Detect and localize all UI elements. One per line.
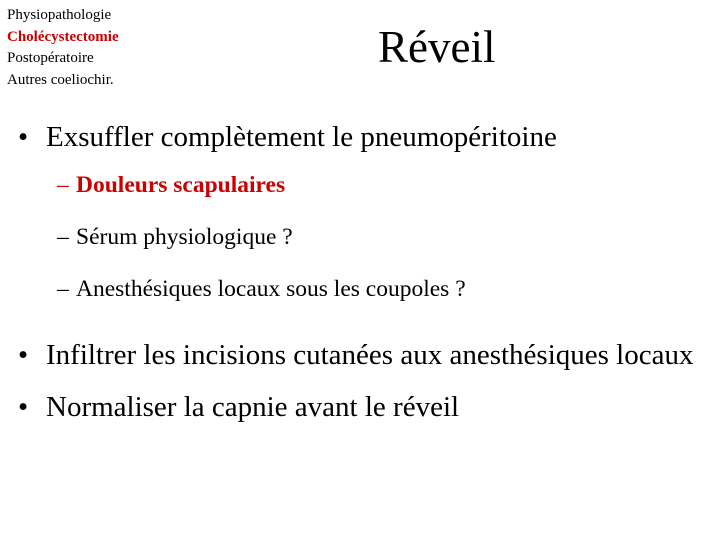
bullet-text: Exsuffler complètement le pneumopéritoine <box>46 121 557 153</box>
subitem-anesthesiques-locaux <box>18 273 698 305</box>
bullet-exsuffler <box>18 117 698 157</box>
bullet-text: Infiltrer les incisions cutanées aux anesthésiques locaux <box>46 339 694 371</box>
subitem-text: Sérum physiologique ? <box>76 224 293 250</box>
dash-marker: – <box>57 224 69 250</box>
slide-title: Réveil <box>378 22 496 72</box>
bullet-normaliser <box>18 387 698 427</box>
nav-item-autres-coeliochir[interactable]: Autres coeliochir. <box>7 71 114 88</box>
section-nav <box>7 5 119 91</box>
bullet-marker: • <box>18 121 29 153</box>
dash-marker: – <box>57 172 69 198</box>
nav-item-cholecystectomie[interactable]: Cholécystectomie <box>7 28 119 45</box>
sub-list <box>18 169 698 305</box>
bullet-infiltrer <box>18 329 698 381</box>
bullet-marker: • <box>18 339 29 371</box>
subitem-serum-physiologique <box>18 221 698 253</box>
slide-body <box>18 117 698 439</box>
subitem-text: Douleurs scapulaires <box>76 172 286 198</box>
bullet-marker: • <box>18 391 29 423</box>
bullet-text: Normaliser la capnie avant le réveil <box>46 391 460 423</box>
nav-item-physiopathologie[interactable]: Physiopathologie <box>7 7 112 23</box>
dash-marker: – <box>57 276 69 302</box>
nav-item-postoperatoire[interactable]: Postopératoire <box>7 50 94 66</box>
subitem-douleurs-scapulaires <box>18 169 698 201</box>
subitem-text: Anesthésiques locaux sous les coupoles ? <box>76 276 466 302</box>
